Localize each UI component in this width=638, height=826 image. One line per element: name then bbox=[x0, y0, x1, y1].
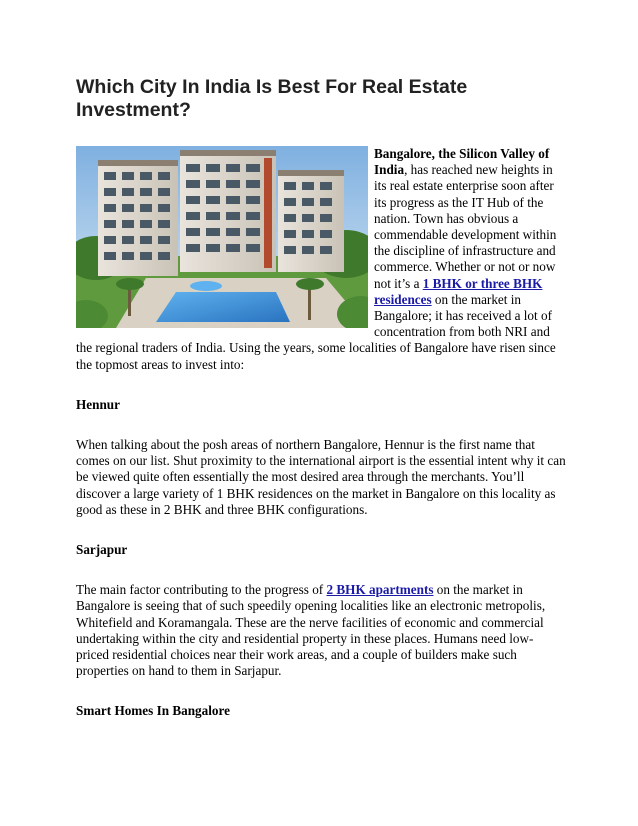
left-tower bbox=[98, 160, 178, 276]
swimming-pool bbox=[156, 292, 290, 322]
article-body bbox=[76, 76, 566, 744]
sarjapur-heading: Sarjapur bbox=[76, 542, 128, 558]
sarjapur-paragraph bbox=[76, 582, 566, 679]
bhk-residences-link[interactable]: 1 BHK or three BHK residences bbox=[374, 275, 543, 307]
center-tower bbox=[180, 150, 276, 272]
sarjapur-text-2: on the market in Bangalore is seeing that of such speedily opening localities like an electronic metropolis, Whitefield and Koramangala. These are the nerve facilities of economic and commercial undertaking within the city and residential property in these places. Humans need low-priced residential choices near their work areas, and a couple of builders make such properties on hand to them in Sarjapur. bbox=[76, 582, 546, 679]
sarjapur-text-1: The main factor contributing to the progress of bbox=[76, 582, 327, 598]
palm-trunk bbox=[308, 286, 311, 320]
intro-text-1: , has reached new heights in its real estate enterprise soon after its progress as the IT Hub of the nation. Town has obvious a commendable development within the discipline of infrastructure and commerce. Whether or not or now not it’s a bbox=[374, 162, 557, 291]
small-pool bbox=[190, 281, 222, 291]
hennur-paragraph: When talking about the posh areas of northern Bangalore, Hennur is the first name that comes on our list. Shut proximity to the international airport is the essential intent why it can be viewed quite often essentially the most desired area through the merchants. You’ll discover a large variety of 1 BHK residences on the market in Bangalore on this locality as good as these in 2 BHK and three BHK configurations. bbox=[76, 437, 566, 517]
palm-trunk bbox=[128, 286, 131, 316]
palm-leaves bbox=[116, 278, 144, 290]
intro-lead: Bangalore, the Silicon Valley of India bbox=[374, 146, 550, 178]
hennur-heading: Hennur bbox=[76, 396, 120, 412]
apartment-complex-illustration bbox=[76, 146, 368, 328]
palm-leaves bbox=[296, 278, 324, 290]
intro-text-2: on the market in Bangalore; it has received a lot of concentration from both NRI and the regional traders of India. Using the years, some localities of Bangalore have risen since the topmost areas to invest into: bbox=[76, 291, 556, 372]
right-tower bbox=[278, 170, 344, 272]
article-title: Which City In India Is Best For Real Estate Investment? bbox=[76, 76, 468, 121]
2-bhk-apartments-link[interactable]: 2 BHK apartments bbox=[326, 582, 434, 598]
apartment-complex-svg bbox=[76, 146, 368, 328]
smart-homes-heading: Smart Homes In Bangalore bbox=[76, 703, 230, 719]
